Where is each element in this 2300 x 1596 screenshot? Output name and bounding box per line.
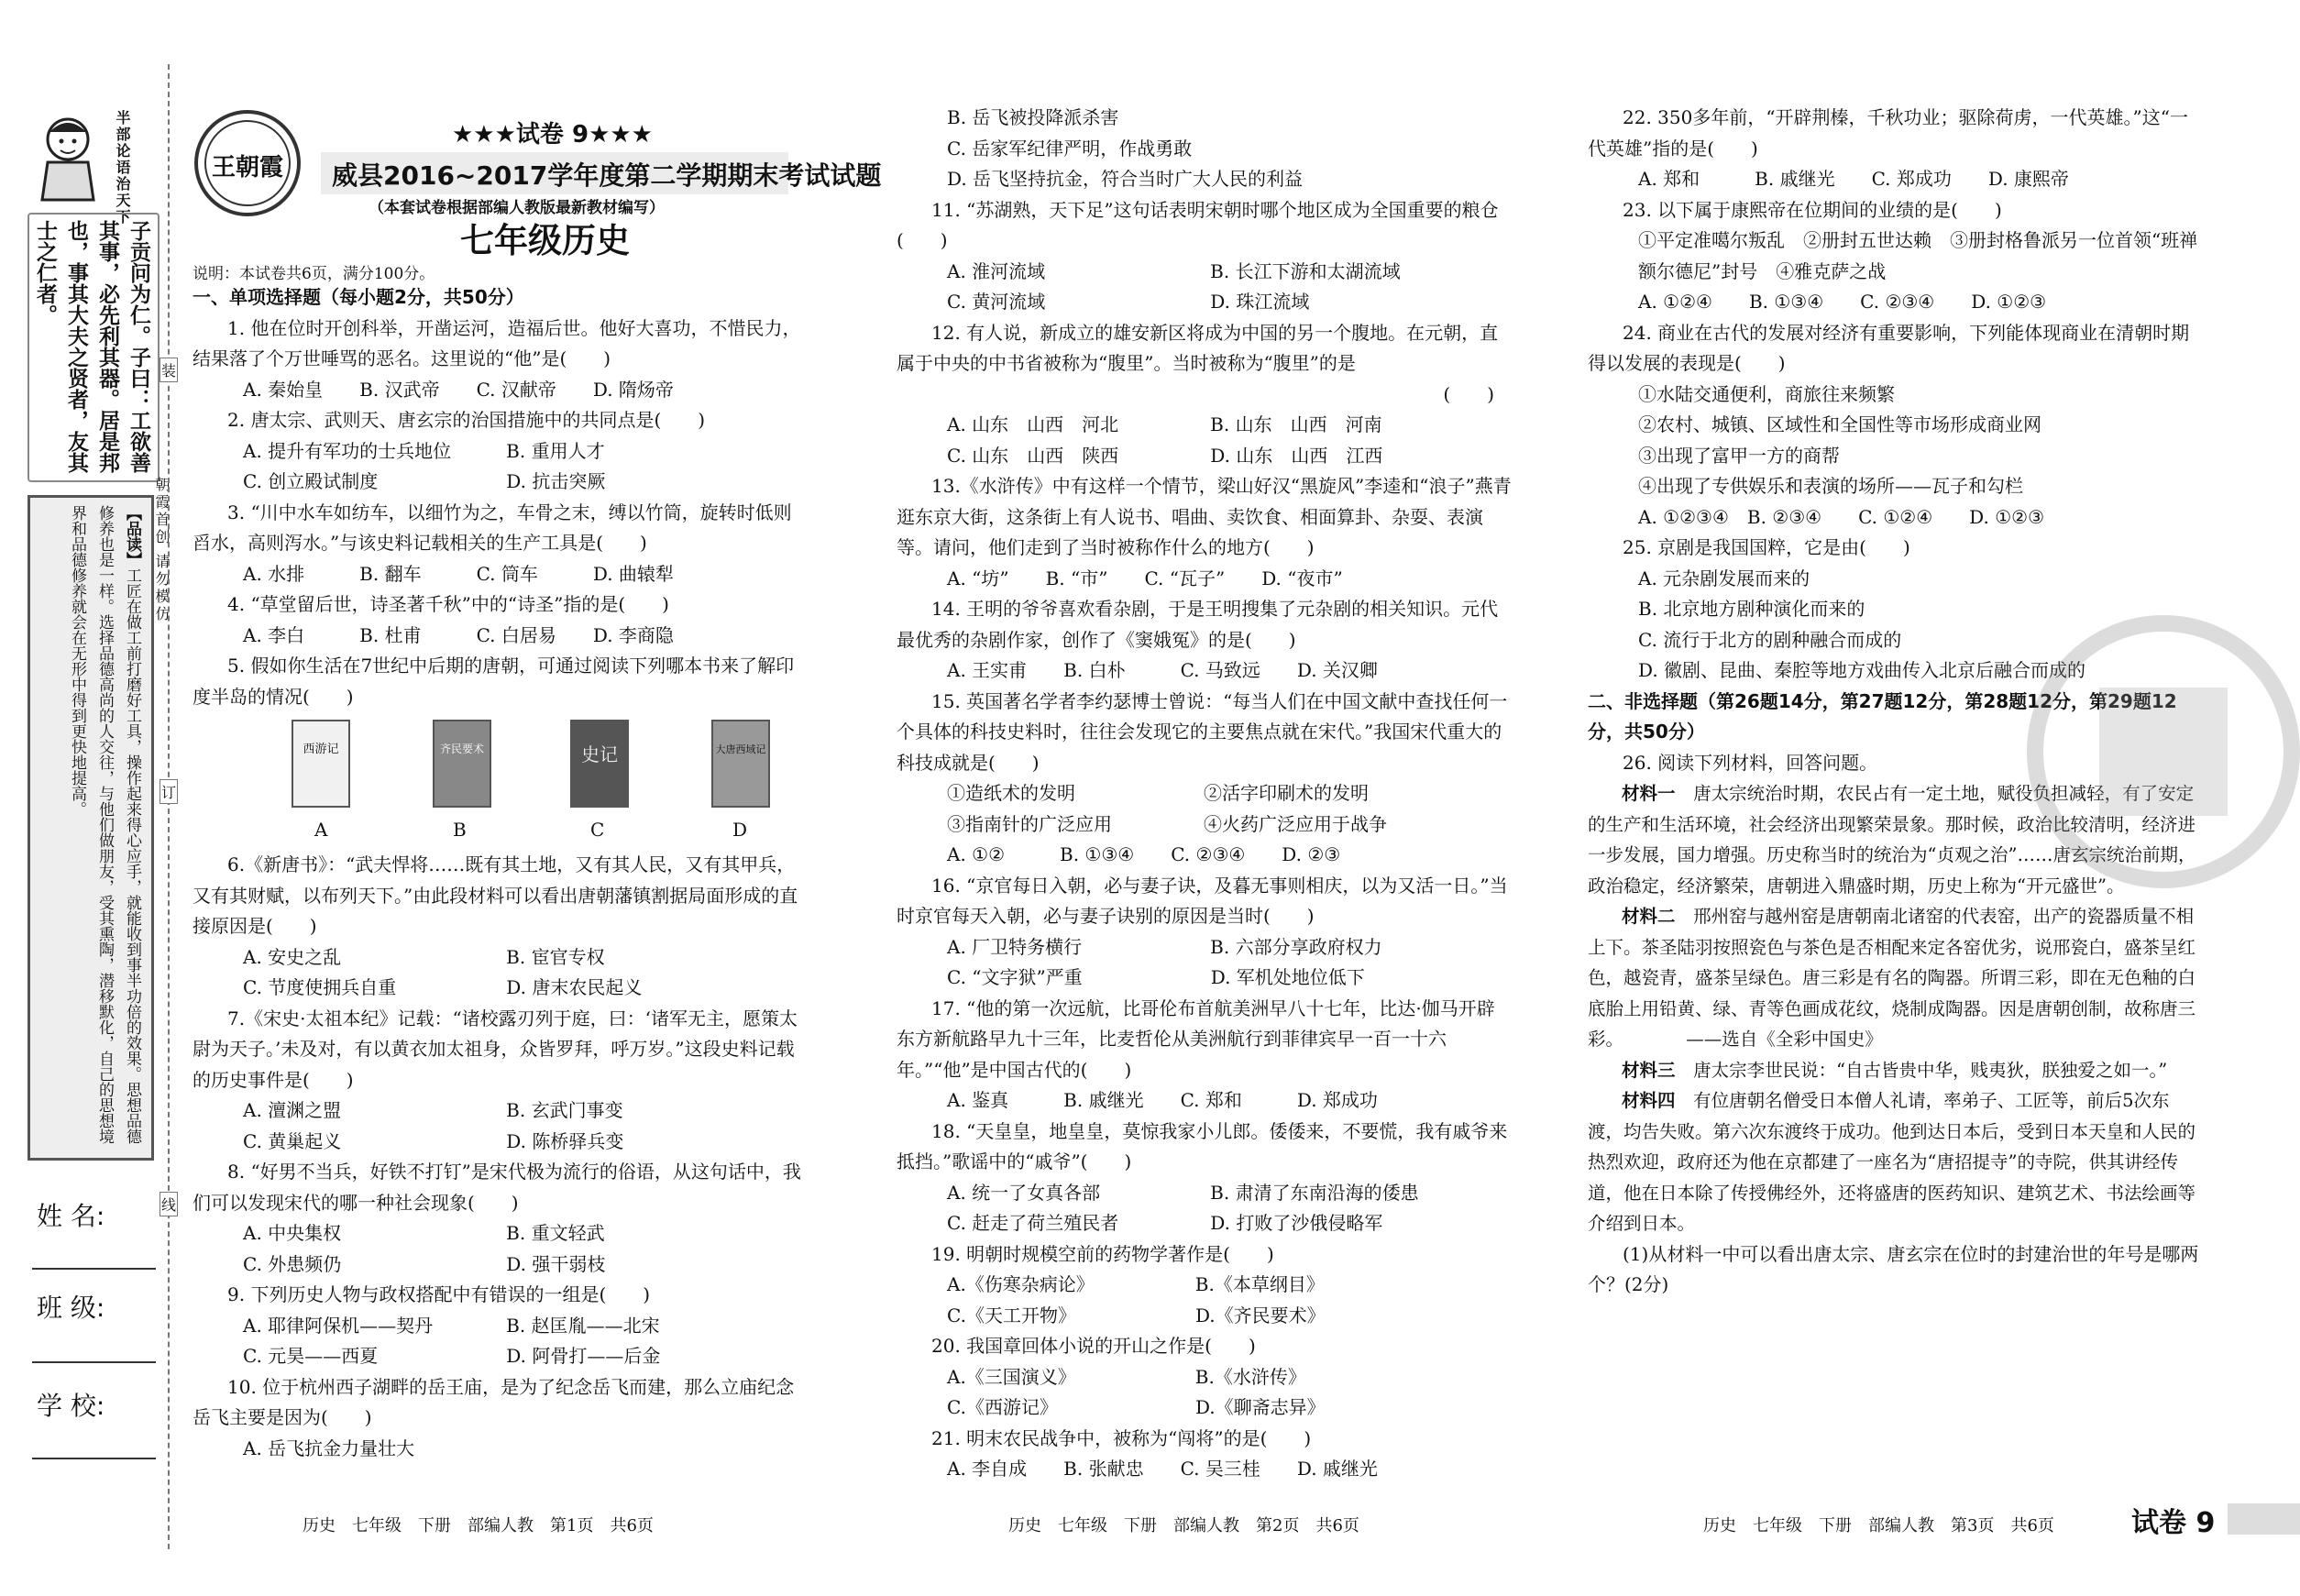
material-3 — [1588, 1055, 2202, 1086]
question-stem: 8. “好男不当兵，好铁不打钉”是宋代极为流行的俗语，从这句话中，我们可以发现宋代的哪一种社会现象( ) — [193, 1161, 801, 1214]
answer-option: A. 元杂剧发展而来的 — [1638, 567, 1810, 589]
answer-option: C. 赶走了荷兰殖民者 D. 打败了沙俄侵略军 — [947, 1212, 1383, 1234]
col1b-questions — [193, 850, 809, 1464]
answer-option: C. 山东 山西 陕西 D. 山东 山西 江西 — [947, 444, 1383, 467]
answer-option: ( ) — [1443, 382, 1494, 405]
book-b-cover: 齐民要术 — [439, 743, 484, 755]
book-a-cover: 西游记 — [303, 743, 339, 756]
question-stem: 3. “川中水车如纺车，以细竹为之，车骨之末，缚以竹筒，旋转时低则舀水，高则泻水。”与该史料记载相关的生产工具是( ) — [193, 501, 792, 554]
answer-option: B. 岳飞被投降派杀害 — [947, 106, 1119, 128]
logo-text: 王朝霞 — [211, 154, 283, 182]
col3-questions — [1588, 103, 2202, 687]
footer-page-3: 历史 七年级 下册 部编人教 第3页 共6页 — [1703, 1516, 2054, 1535]
class-field[interactable] — [32, 1361, 156, 1363]
book-d — [711, 720, 770, 808]
book-c — [570, 720, 629, 808]
answer-option: C. 岳家军纪律严明，作战勇敢 — [947, 137, 1193, 160]
answer-option: A. 厂卫特务横行 B. 六部分享政府权力 — [947, 935, 1382, 958]
answer-option: A. ①② B. ①③④ C. ②③④ D. ②③ — [947, 843, 1341, 865]
answer-option: A.《伤寒杂病论》 B.《本草纲目》 — [947, 1273, 1325, 1295]
quote-box — [28, 213, 160, 482]
question-stem: 6.《新唐书》：“武夫悍将……既有其土地，又有其人民，又有其甲兵，又有其财赋，以布列天下。”由此段材料可以看出唐朝藩镇割据局面形成的直接原因是( ) — [193, 853, 798, 937]
school-field[interactable] — [32, 1458, 156, 1459]
material-text: 邢州窑与越州窑是唐朝南北诸窑的代表窑，出产的瓷器质量不相上下。茶圣陆羽按照瓷色与茶色是否相配来定各窑优劣，说邢瓷白，盛茶呈红色，越瓷青，盛茶呈绿色。唐三彩是有名的陶器。所谓三彩，即在无色釉的白底胎上用铅黄、绿、青等色画成花纹，烧制成陶器。因是唐朝创制，故称唐三彩。 ——选自《全彩中国史》 — [1588, 906, 2196, 1050]
answer-option: A. 澶渊之盟 B. 玄武门事变 — [243, 1099, 623, 1121]
motto-small: 半部论语治天下 — [114, 110, 131, 226]
question-stem: 15. 英国著名学者李约瑟博士曾说：“每当人们在中国文献中查找任何一个具体的科技史料时，往往会发现它的主要焦点就在宋代。”我国宋代重大的科技成就是( ) — [897, 689, 1508, 774]
answer-option: A. 安史之乱 B. 宦官专权 — [243, 945, 605, 968]
book-b — [433, 720, 491, 808]
school-label: 学 校: — [37, 1391, 105, 1421]
material-text: 唐太宗统治时期，农民占有一定土地，赋役负担减轻，有了安定的生产和生活环境，社会经济出现繁荣景象。那时候，政治比较清明，经济进一步发展，国力增强。历史称当时的统治为“贞观之治”……唐玄宗统治前期，政治稳定，经济繁荣，唐朝进入鼎盛时期，历史上称为“开元盛世”。 — [1588, 783, 2196, 897]
answer-option: ③指南针的广泛应用 ④火药广泛应用于战争 — [947, 812, 1387, 835]
page-title: 威县2016~2017学年度第二学期期末考试试题 — [332, 160, 882, 191]
name-field[interactable] — [32, 1268, 156, 1270]
answer-option: C. 外患频仍 D. 强干弱枝 — [243, 1252, 606, 1275]
answer-option: C. 元昊——西夏 D. 阿骨打——后金 — [243, 1345, 661, 1367]
question-stem: 1. 他在位时开创科举，开凿运河，造福后世。他好大喜功，不惜民力，结果落了个万世唾骂的恶名。这里说的“他”是( ) — [193, 316, 801, 369]
material-text: 有位唐朝名僧受日本僧人礼请，率弟子、工匠等，前后5次东渡，均告失败。第六次东渡终于成功。他到达日本后，受到日本天皇和人民的热烈欢迎，政府还为他在京都建了一座名为“唐招提寺”的寺院，供其讲经传道，他在日本除了传授佛经外，还将盛唐的医药知识、建筑艺术、书法绘画等介绍到日本。 — [1588, 1090, 2196, 1234]
question-stem: 9. 下列历史人物与政权搭配中有错误的一组是( ) — [227, 1283, 651, 1305]
answer-option: A. 李白 B. 杜甫 C. 白居易 D. 李商隐 — [243, 623, 674, 646]
material-4 — [1588, 1085, 2202, 1239]
cut-line — [168, 64, 170, 1549]
book-c-label: C — [590, 819, 605, 841]
question-stem: 23. 以下属于康熙帝在位期间的业绩的是( ) — [1623, 198, 2002, 221]
book-c-cover: 史记 — [581, 743, 618, 765]
answer-option: C.《西游记》 D.《聊斋志异》 — [947, 1396, 1326, 1418]
question-stem: 13.《水浒传》中有这样一个情节，梁山好汉“黑旋风”李逵和“浪子”燕青逛东京大街，这条街上有人说书、唱曲、卖饮食、相面算卦、杂耍、表演等。请问，他们走到了当时被称作什么的地方( ) — [897, 475, 1512, 558]
answer-option: C. 黄河流域 D. 珠江流域 — [947, 291, 1310, 313]
answer-option: A. 水排 B. 翻车 C. 筒车 D. 曲辕犁 — [243, 562, 674, 585]
book-b-label: B — [453, 819, 467, 841]
answer-option: C. 创立殿试制度 D. 抗击突厥 — [243, 470, 606, 492]
question-stem: 21. 明末农民战争中，被称为“闯将”的是( ) — [931, 1426, 1312, 1449]
answer-option: A. ①②④ B. ①③④ C. ②③④ D. ①②③ — [1638, 291, 2047, 313]
answer-option: A. “坊” B. “市” C. “瓦子” D. “夜市” — [947, 567, 1343, 589]
answer-option: D. 徽剧、昆曲、秦腔等地方戏曲传入北京后融合而成的 — [1638, 659, 2086, 681]
section-1-heading: 一、单项选择题（每小题2分，共50分） — [193, 286, 524, 308]
column-1 — [193, 282, 809, 1464]
answer-option: ①造纸术的发明 ②活字印刷术的发明 — [947, 782, 1369, 804]
pindu-title: 【品读】 — [123, 505, 141, 567]
answer-option: A. 王实甫 B. 白朴 C. 马致远 D. 关汉卿 — [947, 659, 1378, 681]
col2-questions — [897, 103, 1513, 1485]
class-label: 班 级: — [37, 1293, 105, 1323]
material-tag: 材料一 — [1622, 783, 1676, 804]
question-stem: 16. “京官每日入朝，必与妻子诀，及暮无事则相庆，以为又活一日。”当时京官每天入朝，必与妻子诀别的原因是当时( ) — [897, 874, 1508, 927]
question-26-1: (1)从材料一中可以看出唐太宗、唐玄宗在位时的封建治世的年号是哪两个？(2分) — [1588, 1242, 2199, 1295]
question-stem: 11. “苏湖熟，天下足”这句话表明宋朝时哪个地区成为全国重要的粮仓( ) — [897, 198, 1499, 251]
cut-mark-3: 线 — [160, 1192, 178, 1216]
pindu-text: 工匠在做工前打磨好工具，操作起来得心应手，就能收到事半功倍的效果。思想品德修养也是一样。选择品德高尚的人交往，与他们做朋友，受其熏陶，潜移默化，自己的思想境界和品德修养就会在无形中得到更快地提高。 — [68, 505, 141, 1144]
book-d-cover: 大唐西域记 — [715, 743, 766, 755]
answer-option: A. 耶律阿保机——契丹 B. 赵匡胤——北宋 — [243, 1314, 660, 1337]
question-26: 26. 阅读下列材料，回答问题。 — [1623, 751, 1878, 774]
answer-option: ②农村、城镇、区域性和全国性等市场形成商业网 — [1638, 413, 2041, 435]
answer-option: A. 郑和 B. 戚继光 C. 郑成功 D. 康熙帝 — [1638, 168, 2069, 190]
question-stem: 17. “他的第一次远航，比哥伦布首航美洲早八十七年，比达·伽马开辟东方新航路早九十三年，比麦哲伦从美洲航行到菲律宾早一百一十六年。”“他”是中国古代的( ) — [897, 996, 1495, 1081]
pindu-box — [28, 495, 154, 1161]
answer-option: A. 岳飞抗金力量壮大 — [243, 1436, 415, 1459]
answer-option: A. ①②③④ B. ②③④ C. ①②④ D. ①②③ — [1638, 505, 2044, 528]
material-text: 唐太宗李世民说：“自古皆贵中华，贱夷狄，朕独爱之如一。” — [1693, 1059, 2168, 1081]
column-2 — [897, 103, 1513, 1485]
question-stem: 10. 位于杭州西子湖畔的岳王庙，是为了纪念岳飞而建，那么立庙纪念岳飞主要是因为( ) — [193, 1375, 795, 1428]
material-tag: 材料二 — [1622, 906, 1676, 927]
question-stem: 24. 商业在古代的发展对经济有重要影响，下列能体现商业在清朝时期得以发展的表现是( ) — [1588, 321, 2190, 374]
paper-number: ★★★试卷 9★★★ — [452, 121, 653, 149]
answer-option: ①平定准噶尔叛乱 ②册封五世达赖 ③册封格鲁派另一位首领“班禅额尔德尼”封号 ④雅克萨之战 — [1638, 229, 2198, 282]
quote-text: 子贡问为仁。子曰：工欲善其事，必先利其器。居是邦也，事其大夫之贤者，友其士之仁者。 — [33, 220, 150, 473]
footer-page-2: 历史 七年级 下册 部编人教 第2页 共6页 — [1008, 1516, 1359, 1535]
answer-option: A. 中央集权 B. 重文轻武 — [243, 1222, 605, 1244]
question-stem: 2. 唐太宗、武则天、唐玄宗的治国措施中的共同点是( ) — [227, 409, 706, 431]
subtitle: （本套试卷根据部编人教版最新教材编写） — [369, 199, 665, 217]
answer-option: C. 流行于北方的剧种融合而成的 — [1638, 628, 1902, 651]
section-2-heading: 二、非选择题（第26题14分，第27题12分，第28题12分，第29题12分，共50分） — [1588, 689, 2177, 743]
cartoon-icon — [37, 112, 99, 202]
answer-option: B. 北京地方剧种演化而来的 — [1638, 598, 1865, 620]
answer-option: A. 李自成 B. 张献忠 C. 吴三桂 D. 戚继光 — [947, 1458, 1378, 1480]
question-stem: 18. “天皇皇，地皇皇，莫惊我家小儿郎。倭倭来，不要慌，我有戚爷来抵挡。”歌谣中的“戚爷”( ) — [897, 1119, 1508, 1172]
logo-icon — [193, 108, 303, 218]
cut-mark-1: 装 — [160, 358, 178, 382]
footer-badge-bar — [2228, 1503, 2300, 1535]
answer-option: ①水陆交通便利，商旅往来频繁 — [1638, 382, 1895, 405]
answer-option: D. 岳飞坚持抗金，符合当时广大人民的利益 — [947, 168, 1304, 190]
book-images — [193, 712, 809, 850]
question-stem: 12. 有人说，新成立的雄安新区将成为中国的另一个腹地。在元朝，直属于中央的中书省被称为“腹里”。当时被称为“腹里”的是 — [897, 321, 1499, 374]
seal-watermark-icon — [2026, 614, 2300, 889]
answer-option: C.《天工开物》 D.《齐民要术》 — [947, 1304, 1326, 1326]
book-a-label: A — [314, 819, 328, 841]
answer-option: A. 提升有军功的士兵地位 B. 重用人才 — [243, 439, 605, 462]
answer-option: ③出现了富甲一方的商帮 — [1638, 444, 1840, 467]
footer-page-1: 历史 七年级 下册 部编人教 第1页 共6页 — [303, 1516, 654, 1535]
answer-option: A. 秦始皇 B. 汉武帝 C. 汉献帝 D. 隋炀帝 — [243, 378, 674, 401]
question-stem: 7.《宋史·太祖本纪》记载：“诸校露刃列于庭，曰：‘诸军无主，愿策太尉为天子。’未及对，有以黄衣加太祖身，众皆罗拜，呼万岁。”这段史料记载的历史事件是( ) — [193, 1007, 798, 1091]
material-2 — [1588, 901, 2202, 1055]
question-stem: 25. 京剧是我国国粹，它是由( ) — [1623, 536, 1910, 558]
answer-option: C. 黄巢起义 D. 陈桥驿兵变 — [243, 1129, 624, 1152]
exam-note: 说明：本试卷共6页，满分100分。 — [193, 265, 435, 283]
book-d-label: D — [732, 819, 748, 841]
subject-title: 七年级历史 — [460, 221, 630, 260]
material-tag: 材料四 — [1622, 1090, 1676, 1111]
answer-option: A. 山东 山西 河北 B. 山东 山西 河南 — [947, 413, 1382, 435]
question-stem: 5. 假如你生活在7世纪中后期的唐朝，可通过阅读下列哪本书来了解印度半岛的情况( ) — [193, 655, 795, 708]
answer-option: C. “文字狱”严重 D. 军机处地位低下 — [947, 966, 1365, 988]
answer-option: A. 统一了女真各部 B. 肃清了东南沿海的倭患 — [947, 1181, 1419, 1204]
cut-mark-2: 订 — [160, 779, 178, 804]
answer-option: C. 节度使拥兵自重 D. 唐末农民起义 — [243, 976, 643, 998]
book-a — [292, 720, 350, 808]
answer-option: A. 淮河流域 B. 长江下游和太湖流域 — [947, 259, 1401, 282]
answer-option: A.《三国演义》 B.《水浒传》 — [947, 1365, 1306, 1388]
question-stem: 19. 明朝时规模空前的药物学著作是( ) — [931, 1242, 1274, 1265]
material-tag: 材料三 — [1622, 1059, 1676, 1081]
question-stem: 22. 350多年前，“开辟荆榛，千秋功业；驱除荷虏，一代英雄。”这“一代英雄”指的是( ) — [1588, 106, 2189, 160]
col1-questions — [193, 314, 809, 713]
question-stem: 20. 我国章回体小说的开山之作是( ) — [931, 1335, 1256, 1357]
sidebar-vertical-note: 朝霞首创 请勿模仿 — [153, 477, 171, 624]
answer-option: A. 鉴真 B. 戚继光 C. 郑和 D. 郑成功 — [947, 1089, 1378, 1111]
name-label: 姓 名: — [37, 1201, 105, 1231]
question-stem: 14. 王明的爷爷喜欢看杂剧，于是王明搜集了元杂剧的相关知识。元代最优秀的杂剧作家，创作了《窦娥冤》的是( ) — [897, 598, 1499, 651]
answer-option: ④出现了专供娱乐和表演的场所——瓦子和勾栏 — [1638, 475, 2023, 497]
footer-badge: 试卷 9 — [2131, 1507, 2216, 1539]
question-stem: 4. “草堂留后世，诗圣著千秋”中的“诗圣”指的是( ) — [227, 593, 669, 615]
